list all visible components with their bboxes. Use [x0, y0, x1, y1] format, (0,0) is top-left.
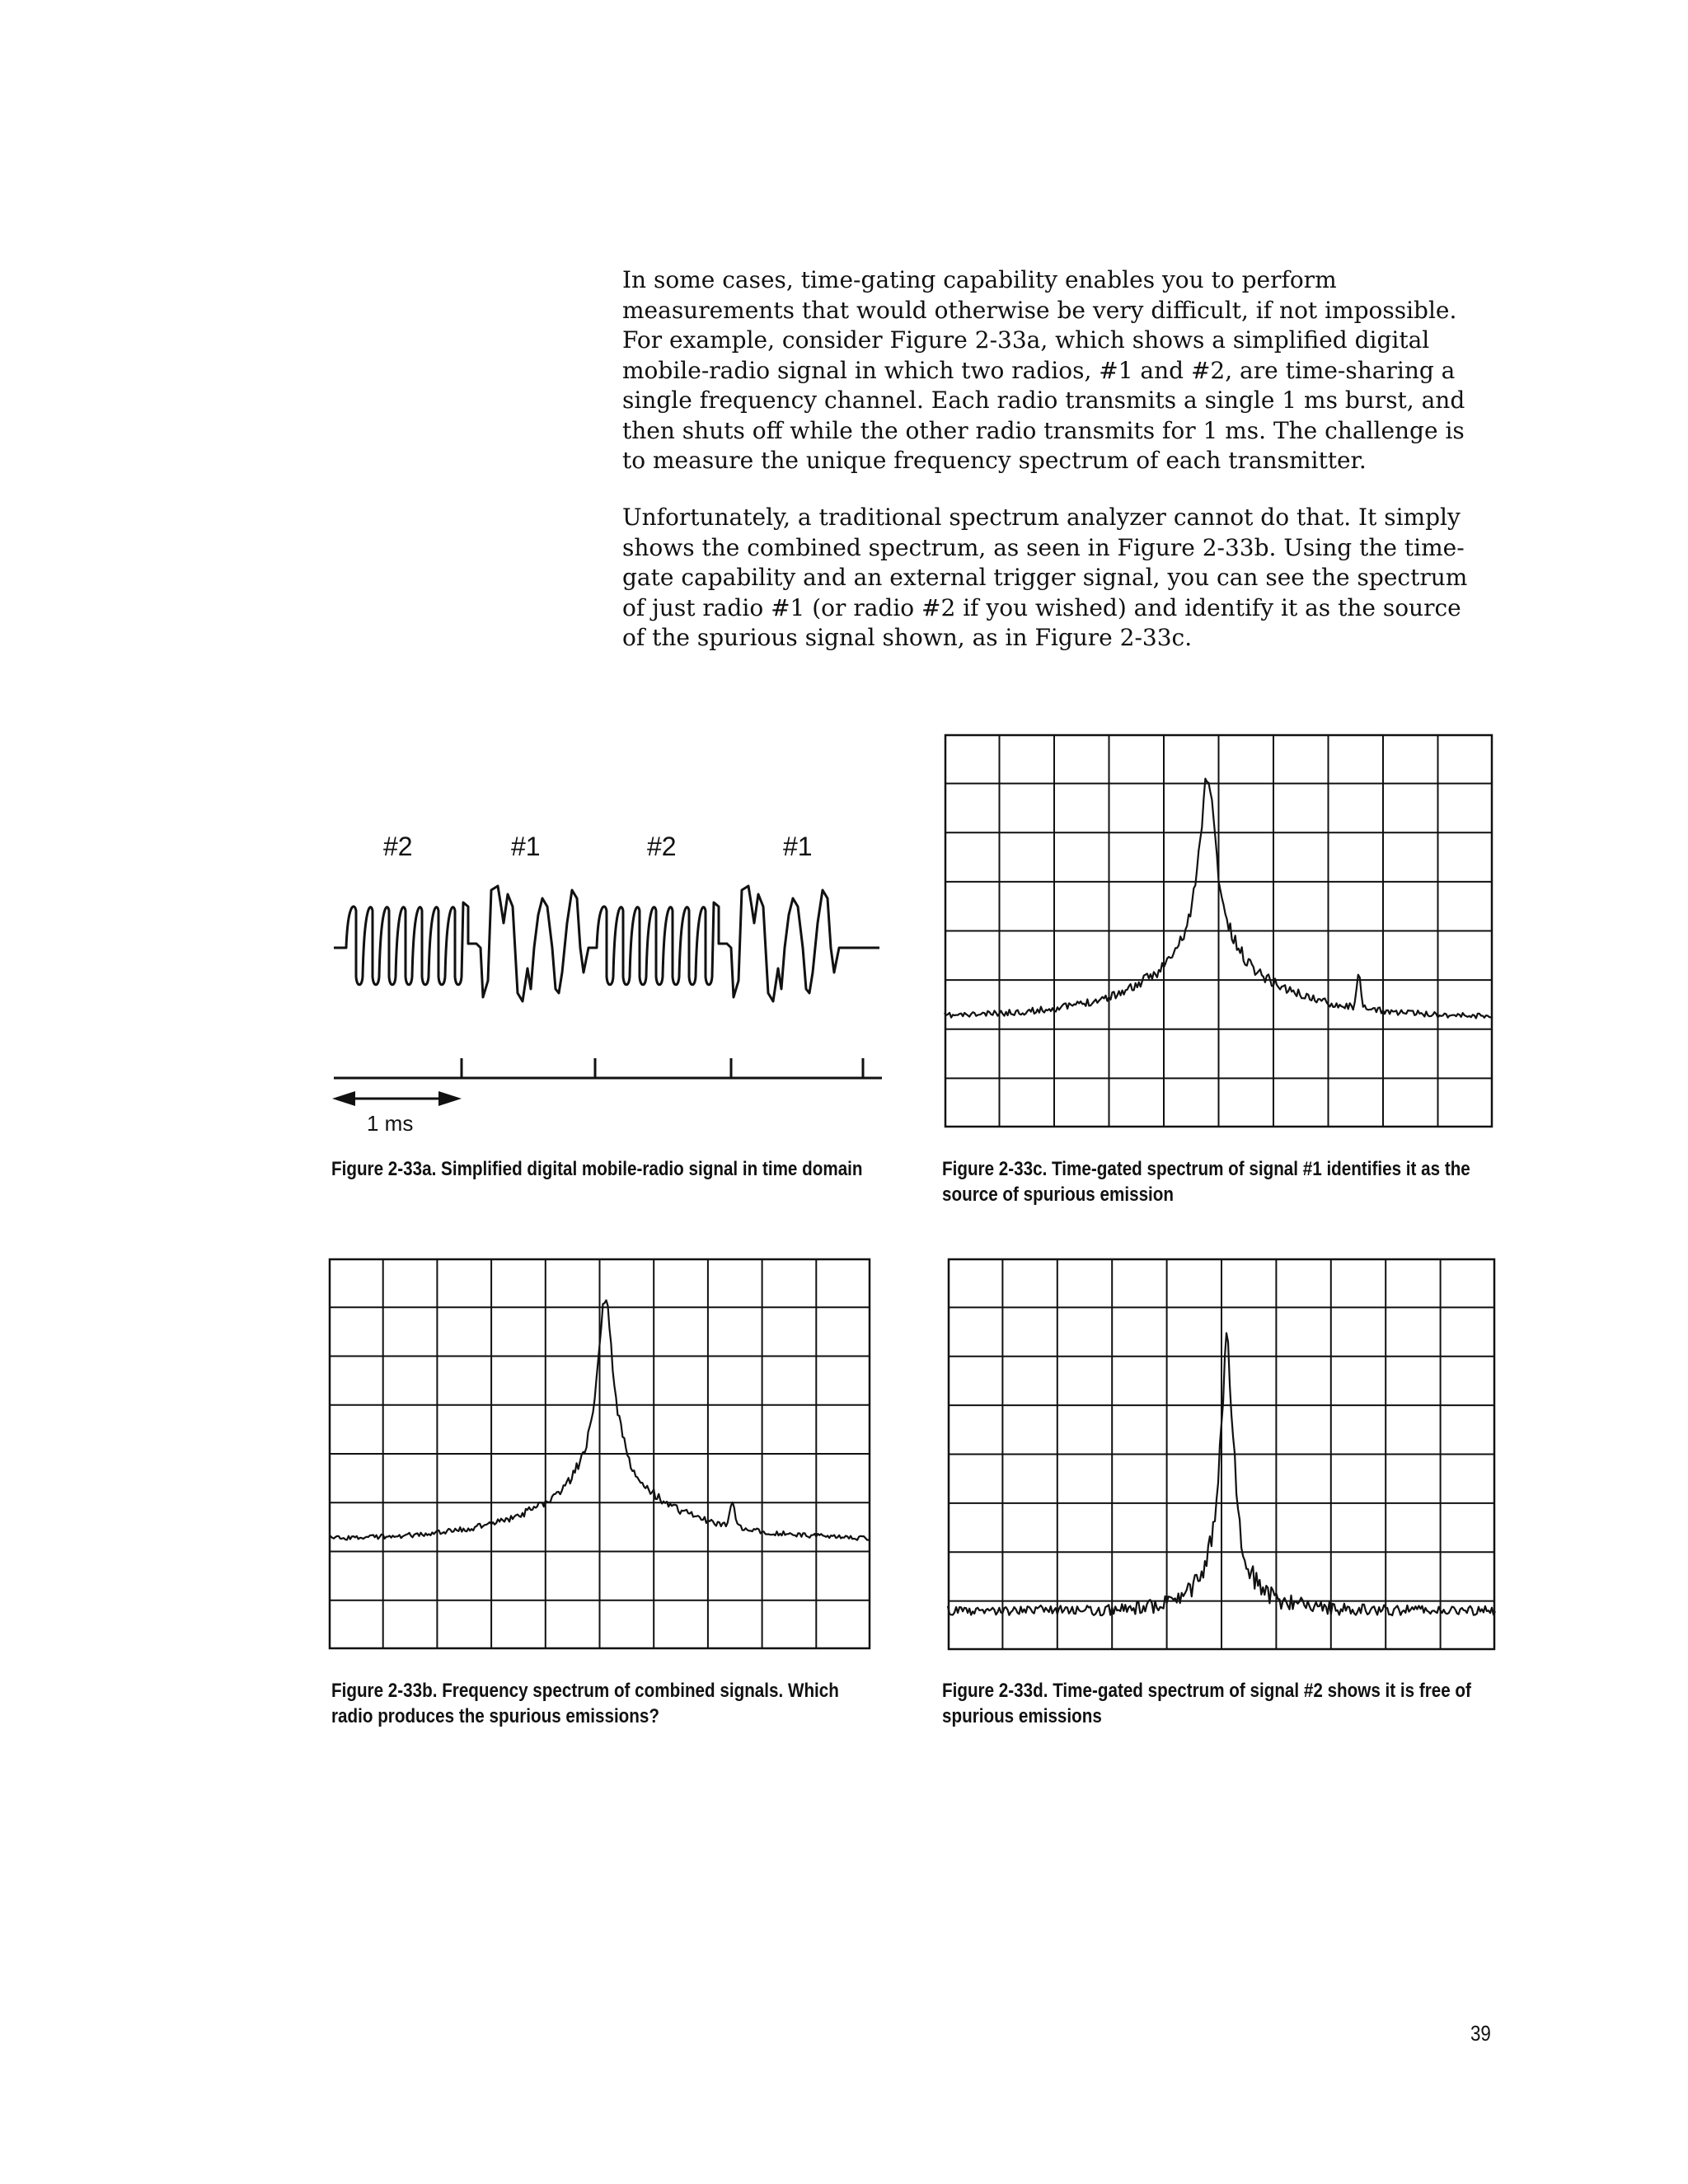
figure-2-33c-spectrum-signal-1 — [945, 734, 1493, 1127]
figure-2-33b-combined-spectrum — [329, 1258, 870, 1649]
caption-figure-2-33c: Figure 2-33c. Time-gated spectrum of signal #1 identifies it as the source of spurious emission — [942, 1158, 1470, 1206]
scale-label-1ms: 1 ms — [367, 1111, 414, 1136]
body-paragraph-1: In some cases, time-gating capability enables you to perform measurements that would otherwise be very difficult, if not impossible. For example, consider Figure 2-33a, which shows a simplified digital mobile-radio signal in which two radios, #1 and #2, are time-sharing a single frequency channel. Each radio transmits a single 1 ms burst, and then shuts off while the other radio transmits for 1 ms. The challenge is to measure the unique frequency spectrum of each transmitter. — [622, 266, 1465, 474]
one-ms-scale-arrow — [332, 1091, 462, 1106]
caption-figure-2-33a: Figure 2-33a. Simplified digital mobile-radio signal in time domain — [331, 1158, 863, 1180]
body-paragraph-2: Unfortunately, a traditional spectrum analyzer cannot do that. It simply shows the combined spectrum, as seen in Figure 2-33b. Using the time-gate capability and an external trigger signal, you can see the spectrum of just radio #1 (or radio #2 if you wished) and identify it as the source of the spurious signal shown, as in Figure 2-33c. — [622, 504, 1468, 651]
caption-figure-2-33b: Figure 2-33b. Frequency spectrum of combined signals. Which radio produces the spurious emissions? — [331, 1680, 839, 1727]
graticule — [945, 734, 1493, 1127]
graticule — [948, 1258, 1495, 1650]
burst-label-2: #1 — [511, 832, 541, 861]
page-number: 39 — [1470, 2021, 1491, 2046]
figure-2-33d-spectrum-signal-2 — [948, 1258, 1495, 1650]
burst-label-3: #2 — [647, 832, 677, 861]
figure-2-33a-time-domain-signal — [326, 824, 894, 1137]
graticule — [329, 1258, 870, 1649]
burst-label-4: #1 — [783, 832, 813, 861]
caption-figure-2-33d: Figure 2-33d. Time-gated spectrum of signal #2 shows it is free of spurious emissions — [942, 1680, 1471, 1727]
burst-label-1: #2 — [383, 832, 413, 861]
mobile-radio-signal-trace — [334, 886, 879, 1001]
